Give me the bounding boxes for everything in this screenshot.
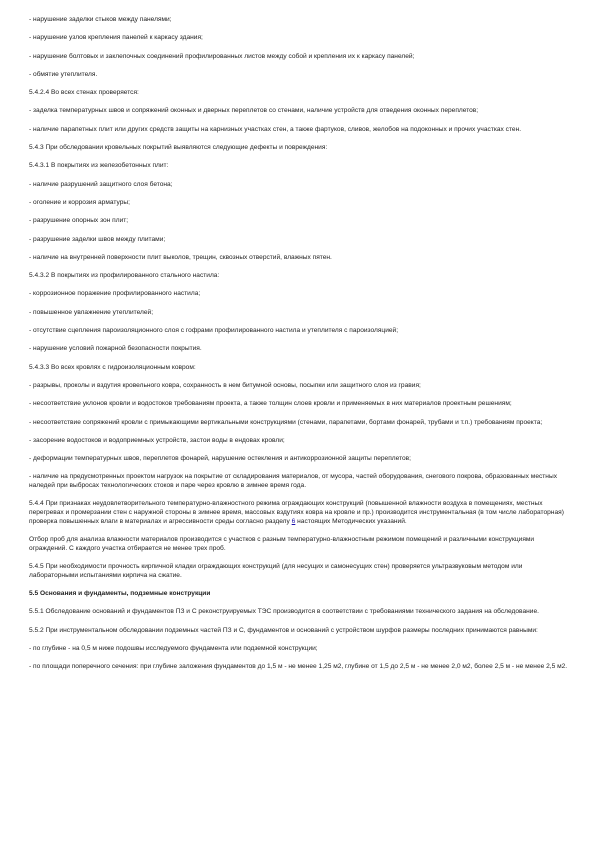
paragraph-text: 5.5.1 Обследование оснований и фундаментов ПЗ и С реконструируемых ТЭС производится в соответствии с требованиями технического задания на обследование. [29, 608, 539, 616]
paragraph-text: - оголение и коррозия арматуры; [29, 198, 130, 206]
paragraph-text: - наличие разрушений защитного слоя бетона; [29, 180, 173, 188]
paragraph [29, 663, 573, 672]
paragraph [29, 536, 573, 553]
paragraph [29, 608, 573, 617]
paragraph-text: - заделка температурных швов и сопряжений оконных и дверных переплетов со стенами, наличие устройств для отведения оконных переплетов; [29, 107, 479, 115]
paragraph-text: - наличие парапетных плит или других средств защиты на карнизных участках стен, а также фартуков, сливов, желобов на подоконных и прочих участках стен. [29, 125, 522, 133]
paragraph-text: 5.5.2 При инструментальном обследовании подземных частей ПЗ и С, фундаментов и оснований с устройством шурфов размеры последних принимаются равными: [29, 626, 538, 634]
paragraph [29, 645, 573, 654]
paragraph [29, 272, 573, 281]
paragraph-text: - обмятие утеплителя. [29, 70, 98, 78]
paragraph-text: - разрывы, проколы и вздутия кровельного ковра, сохранность в нем битумной основы, посыпки или защитного слоя из гравия; [29, 381, 421, 389]
paragraph [29, 345, 573, 354]
document-body [29, 16, 573, 672]
paragraph-text: - наличие на предусмотренных проектом нагрузок на покрытие от складирования материалов, от мусора, частей оборудования, снегового покрова, образованных местных наледей при выбросах технологических стоков и паре через кровлю в зимнее время года. [29, 473, 557, 490]
paragraph [29, 627, 573, 636]
paragraph [29, 382, 573, 391]
paragraph [29, 309, 573, 318]
paragraph [29, 162, 573, 171]
section-link[interactable]: 6 [291, 517, 296, 525]
paragraph-text: 5.4.3.1 В покрытиях из железобетонных плит: [29, 162, 169, 170]
paragraph-text: - коррозионное поражение профилированного настила; [29, 290, 201, 298]
paragraph-text: - наличие на внутренней поверхности плит выколов, трещин, сквозных отверстий, влажных пятен. [29, 253, 332, 261]
paragraph-text: - несоответствие уклонов кровли и водостоков требованиям проекта, а также толщин слоев кровли и применяемых в них материалов проектным решениям; [29, 400, 512, 408]
paragraph-text: - повышенное увлажнение утеплителей; [29, 308, 154, 316]
paragraph-text: - засорение водостоков и водоприемных устройств, застои воды в ендовах кровли; [29, 436, 285, 444]
paragraph-text: 5.4.3 При обследовании кровельных покрытий выявляются следующие дефекты и повреждения: [29, 144, 328, 152]
paragraph-text: 5.4.5 При необходимости прочность кирпичной кладки ограждающих конструкций (для несущих и самонесущих стен) проверяется ультразвуковым методом или лабораторными испытаниями кирпича на сжатие. [29, 563, 523, 579]
paragraph-text: - нарушение условий пожарной безопасности покрытия. [29, 345, 202, 353]
paragraph [29, 400, 573, 409]
paragraph [29, 419, 573, 428]
paragraph-text: 5.4.3.3 Во всех кровлях с гидроизоляционным ковром: [29, 363, 196, 371]
paragraph-text: - по глубине - на 0,5 м ниже подошвы исследуемого фундамента или подземной конструкции; [29, 645, 318, 653]
paragraph-text: - нарушение болтовых и заклепочных соединений профилированных листов между собой и крепления их к каркасу панелей; [29, 52, 415, 60]
paragraph [29, 126, 573, 135]
paragraph-text: - деформации температурных швов, переплетов фонарей, нарушение остекления и антикоррозионной защиты переплетов; [29, 455, 412, 463]
paragraph [29, 236, 573, 245]
paragraph-text: 5.4.3.2 В покрытиях из профилированного стального настила: [29, 272, 220, 280]
paragraph [29, 437, 573, 446]
paragraph-text: 5.4.2.4 Во всех стенах проверяется: [29, 89, 139, 97]
paragraph [29, 290, 573, 299]
paragraph [29, 144, 573, 153]
paragraph-text: - нарушение узлов крепления панелей к каркасу здания; [29, 34, 203, 42]
paragraph [29, 107, 573, 116]
paragraph [29, 563, 573, 580]
paragraph [29, 455, 573, 464]
paragraph-text: - разрушение заделки швов между плитами; [29, 235, 166, 243]
paragraph-text-tail: настоящих Методических указаний. [295, 517, 407, 525]
paragraph [29, 53, 573, 62]
paragraph-text: 5.5 Основания и фундаменты, подземные конструкции [29, 590, 211, 598]
paragraph [29, 364, 573, 373]
section-heading [29, 590, 573, 599]
paragraph [29, 473, 573, 490]
paragraph [29, 254, 573, 263]
paragraph [29, 500, 573, 526]
paragraph [29, 217, 573, 226]
paragraph-text: 5.4.4 При признаках неудовлетворительного температурно-влажностного режима ограждающих конструкций (повышенной влажности воздуха в помещениях, местных перегревах и промерзании стен с наружной стороны в зимнее время, массовых вздутиях ковра на кровле и пр.) производится инструментальная (в том числе лабораторная) проверка повышенных влаги в материалах и агрессивности среды согласно разделу [29, 500, 564, 525]
paragraph [29, 89, 573, 98]
paragraph [29, 199, 573, 208]
paragraph [29, 16, 573, 25]
paragraph [29, 181, 573, 190]
paragraph-text: - по площади поперечного сечения: при глубине заложения фундаментов до 1,5 м - не менее 1,25 м2, глубине от 1,5 до 2,5 м - не менее 2,0 м2, более 2,5 м - не менее 2,5 м2. [29, 663, 568, 671]
paragraph [29, 327, 573, 336]
paragraph-text: - разрушение опорных зон плит; [29, 217, 129, 225]
paragraph-text: Отбор проб для анализа влажности материалов производится с участков с разным температурно-влажностным режимом помещений и различными конструкциями ограждений. С каждого участка отбирается не менее трех проб. [29, 536, 535, 552]
paragraph [29, 34, 573, 43]
paragraph-text: - отсутствие сцепления пароизоляционного слоя с гофрами профилированного настила и утеплителя с пароизоляцией; [29, 327, 399, 335]
paragraph-text: - несоответствие сопряжений кровли с примыкающими вертикальными конструкциями (стенами, парапетами, бортами фонарей, трубами и т.п.) требованиям проекта; [29, 418, 543, 426]
paragraph-text: - нарушение заделки стыков между панелями; [29, 16, 172, 23]
paragraph [29, 71, 573, 80]
